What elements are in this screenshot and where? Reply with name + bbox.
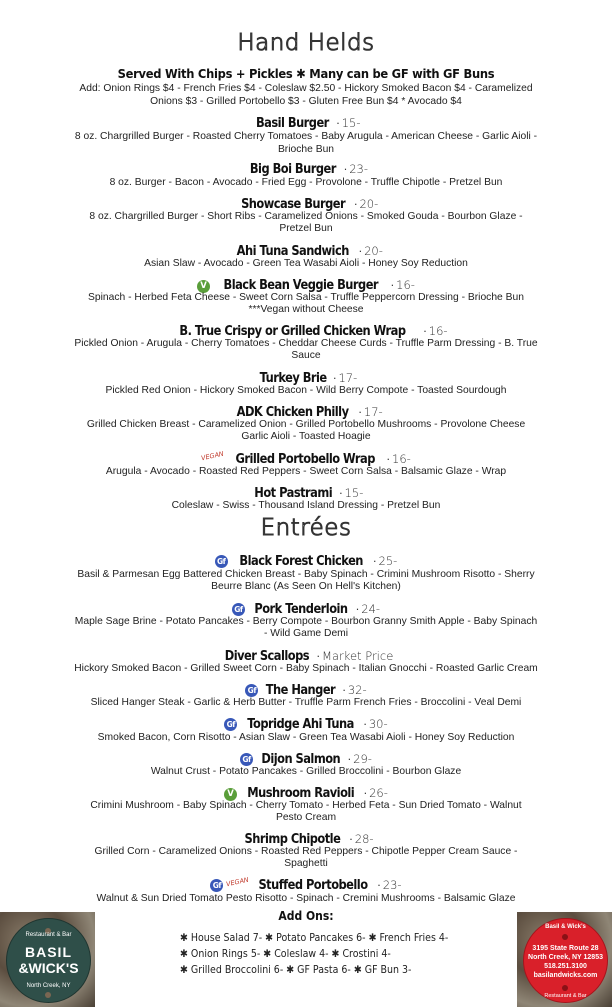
item-name: Hot Pastrami [253, 486, 332, 501]
item-price: 16- [428, 324, 448, 338]
gluten-free-icon: Gf [224, 718, 237, 731]
gluten-free-icon: Gf [210, 879, 223, 892]
item-name: Showcase Burger [240, 197, 345, 212]
item-name: Ahi Tuna Sandwich [236, 244, 349, 259]
logo-bottom-text: North Creek, NY [26, 983, 71, 989]
logo-line2: &WICK'S [18, 960, 79, 976]
vegan-icon: VEGAN [200, 449, 225, 463]
item-desc: Spinach - Herbed Feta Cheese - Sweet Corn Salsa - Truffle Peppercorn Dressing - Brioche Bun [88, 292, 524, 303]
addons-title: Add Ons: [278, 909, 334, 923]
item-name: ADK Chicken Philly [236, 405, 349, 420]
item-price: 30- [368, 717, 388, 731]
address-tag [517, 912, 612, 1007]
addons-line: ✱ Grilled Broccolini 6- ✱ GF Pasta 6- ✱ GF Bun 3- [180, 964, 412, 976]
gluten-free-icon: Gf [245, 684, 258, 697]
menu-item-title: Gf VEGAN Stuffed Portobello · 23- [30, 874, 582, 893]
item-price: 28- [354, 832, 374, 846]
item-name: Turkey Brie [259, 371, 327, 386]
item-desc: Sauce [291, 350, 321, 361]
item-name: Basil Burger [256, 116, 330, 131]
item-desc: 8 oz. Chargrilled Burger - Roasted Cherry Tomatoes - Baby Arugula - American Cheese - Garlic Aioli - [74, 131, 538, 142]
phone-number: 518.251.3100 [544, 963, 587, 970]
item-price: 25- [378, 554, 398, 568]
gluten-free-icon: Gf [240, 753, 253, 766]
item-name: Black Forest Chicken [239, 554, 363, 569]
item-name: Pork Tenderloin [254, 602, 348, 617]
item-price: 15- [341, 116, 361, 130]
item-name: The Hanger [266, 683, 336, 698]
menu-item-title: Shrimp Chipotle · 28- [244, 832, 374, 847]
address-line2: North Creek, NY 12853 [528, 954, 603, 961]
menu-item-title: Gf Pork Tenderloin · 24- [30, 598, 582, 617]
logo-disc [6, 918, 91, 1003]
item-desc: - Wild Game Demi [263, 628, 349, 639]
handhelds-add-line-2: Onions $3 - Grilled Portobello $3 - Gluten Free Bun $4 * Avocado $4 [150, 96, 462, 107]
item-desc: Maple Sage Brine - Potato Pancakes - Berry Compote - Bourbon Granny Smith Apple - Baby Spinach [74, 616, 538, 627]
item-desc: Coleslaw - Swiss - Thousand Island Dressing - Pretzel Bun [171, 500, 441, 511]
item-desc: Walnut & Sun Dried Tomato Pesto Risotto - Spinach - Cremini Mushrooms - Balsamic Glaze [96, 893, 516, 904]
menu-item-title: Gf Dijon Salmon · 29- [30, 748, 582, 767]
item-name: Black Bean Veggie Burger [223, 278, 379, 293]
item-desc: Grilled Corn - Caramelized Onions - Roasted Red Peppers - Chipotle Pepper Cream Sauce - [94, 846, 518, 857]
item-price: 23- [382, 878, 402, 892]
menu-item-title: Gf Black Forest Chicken · 25- [30, 550, 582, 569]
item-price: 16- [392, 452, 411, 466]
item-desc: Asian Slaw - Avocado - Green Tea Wasabi Aioli - Honey Soy Reduction [144, 258, 468, 269]
vegetarian-icon: V [197, 280, 210, 293]
item-desc: Brioche Bun [277, 144, 335, 155]
restaurant-logo [0, 912, 95, 1007]
item-name: B. True Crispy or Grilled Chicken Wrap [179, 324, 406, 339]
menu-item-title: ADK Chicken Philly · 17- [236, 405, 383, 420]
menu-item-title: Showcase Burger · 20- [240, 197, 379, 212]
address-top-text: Basil & Wick's [545, 924, 586, 930]
item-price: 26- [369, 786, 388, 800]
gluten-free-icon: Gf [215, 555, 228, 568]
item-desc: Basil & Parmesan Egg Battered Chicken Breast - Baby Spinach - Crimini Mushroom Risotto - Sherry [77, 569, 535, 580]
handhelds-subheading: Served With Chips + Pickles ✱ Many can be GF with GF Buns [117, 66, 495, 81]
address-disc [523, 918, 608, 1003]
item-price: 32- [347, 683, 367, 697]
menu-item-title: Turkey Brie · 17- [259, 371, 358, 386]
menu-item-title: Basil Burger · 15- [256, 116, 361, 131]
item-price: 20- [359, 197, 379, 211]
item-price: 15- [344, 486, 364, 500]
menu-item-title: Hot Pastrami · 15- [253, 486, 364, 501]
addons-line: ✱ House Salad 7- ✱ Potato Pancakes 6- ✱ French Fries 4- [180, 932, 449, 944]
logo-top-text: Restaurant & Bar [25, 932, 72, 938]
logo-line1: BASIL [25, 944, 72, 960]
item-price: 17- [363, 405, 383, 419]
item-price: Market Price [322, 649, 394, 663]
item-desc: Hickory Smoked Bacon - Grilled Sweet Corn - Baby Spinach - Italian Gnocchi - Roasted Garlic Cream [74, 663, 538, 674]
vegetarian-icon: V [224, 788, 237, 801]
addons-line: ✱ Onion Rings 5- ✱ Coleslaw 4- ✱ Crostini 4- [180, 948, 391, 960]
menu-item-title: Big Boi Burger · 23- [249, 162, 369, 177]
item-desc: ***Vegan without Cheese [248, 304, 364, 315]
item-name: Topridge Ahi Tuna [247, 717, 355, 732]
item-desc: Smoked Bacon, Corn Risotto - Asian Slaw - Green Tea Wasabi Aioli - Honey Soy Reduction [97, 732, 515, 743]
gluten-free-icon: Gf [232, 603, 245, 616]
item-price: 17- [338, 371, 358, 385]
item-desc: Spaghetti [284, 858, 328, 869]
item-desc: 8 oz. Chargrilled Burger - Short Ribs - Caramelized Onions - Smoked Gouda - Bourbon Glaze - [89, 211, 523, 222]
menu-item-title: Diver Scallops · Market Price [224, 649, 394, 664]
item-desc: Crimini Mushroom - Baby Spinach - Cherry Tomato - Herbed Feta - Sun Dried Tomato - Walnut [90, 800, 522, 811]
item-desc: 8 oz. Burger - Bacon - Avocado - Fried Egg - Provolone - Truffle Chipotle - Pretzel Bun [109, 177, 503, 188]
item-desc: Garlic Aioli - Toasted Hoagie [241, 431, 371, 442]
handhelds-add-line-1: Add: Onion Rings $4 - French Fries $4 - Coleslaw $2.50 - Hickory Smoked Bacon $4 - Caramelized [79, 83, 533, 94]
item-name: Big Boi Burger [249, 162, 336, 177]
item-price: 23- [349, 162, 369, 176]
handhelds-title: Hand Helds [237, 30, 375, 56]
item-desc: Grilled Chicken Breast - Caramelized Onion - Grilled Portobello Mushrooms - Provolone Cheese [86, 419, 526, 430]
menu-item-title: B. True Crispy or Grilled Chicken Wrap · 16- [179, 324, 448, 339]
menu-item-title: V Black Bean Veggie Burger · 16- [30, 274, 582, 293]
menu-item-title: Ahi Tuna Sandwich · 20- [236, 244, 383, 259]
menu-item-title: Gf The Hanger · 32- [30, 679, 582, 698]
menu-item-title: V Mushroom Ravioli · 26- [30, 782, 582, 801]
item-desc: Pesto Cream [275, 812, 337, 823]
item-desc: Pretzel Bun [279, 223, 333, 234]
item-name: Shrimp Chipotle [244, 832, 341, 847]
item-name: Diver Scallops [224, 649, 309, 664]
item-desc: Pickled Red Onion - Hickory Smoked Bacon - Wild Berry Compote - Toasted Sourdough [105, 385, 507, 396]
address-line1: 3195 State Route 28 [532, 945, 599, 952]
item-desc: Beurre Blanc (As Seen On Hell's Kitchen) [211, 581, 401, 592]
menu-item-title: VEGAN Grilled Portobello Wrap · 16- [200, 449, 411, 467]
item-price: 16- [396, 278, 415, 292]
item-name: Dijon Salmon [261, 752, 341, 767]
item-name: Grilled Portobello Wrap [235, 452, 375, 467]
menu-item-title: Gf Topridge Ahi Tuna · 30- [30, 713, 582, 732]
item-name: Mushroom Ravioli [247, 786, 355, 801]
item-name: Stuffed Portobello [258, 878, 368, 893]
item-desc: Pickled Onion - Arugula - Cherry Tomatoes - Cheddar Cheese Curds - Truffle Parm Dressing - B. True [74, 338, 538, 349]
address-bottom-text: Restaurant & Bar [544, 993, 587, 999]
vegan-icon: VEGAN [225, 875, 250, 889]
entrees-title: Entrées [260, 515, 352, 541]
item-desc: Arugula - Avocado - Roasted Red Peppers - Sweet Corn Salsa - Balsamic Glaze - Wrap [105, 466, 507, 477]
website: basilandwicks.com [533, 972, 598, 979]
item-price: 24- [361, 602, 381, 616]
item-desc: Sliced Hanger Steak - Garlic & Herb Butter - Truffle Parm French Fries - Broccolini - Veal Demi [90, 697, 522, 708]
item-price: 29- [353, 752, 372, 766]
item-price: 20- [364, 244, 383, 258]
item-desc: Walnut Crust - Potato Pancakes - Grilled Broccolini - Bourbon Glaze [150, 766, 462, 777]
